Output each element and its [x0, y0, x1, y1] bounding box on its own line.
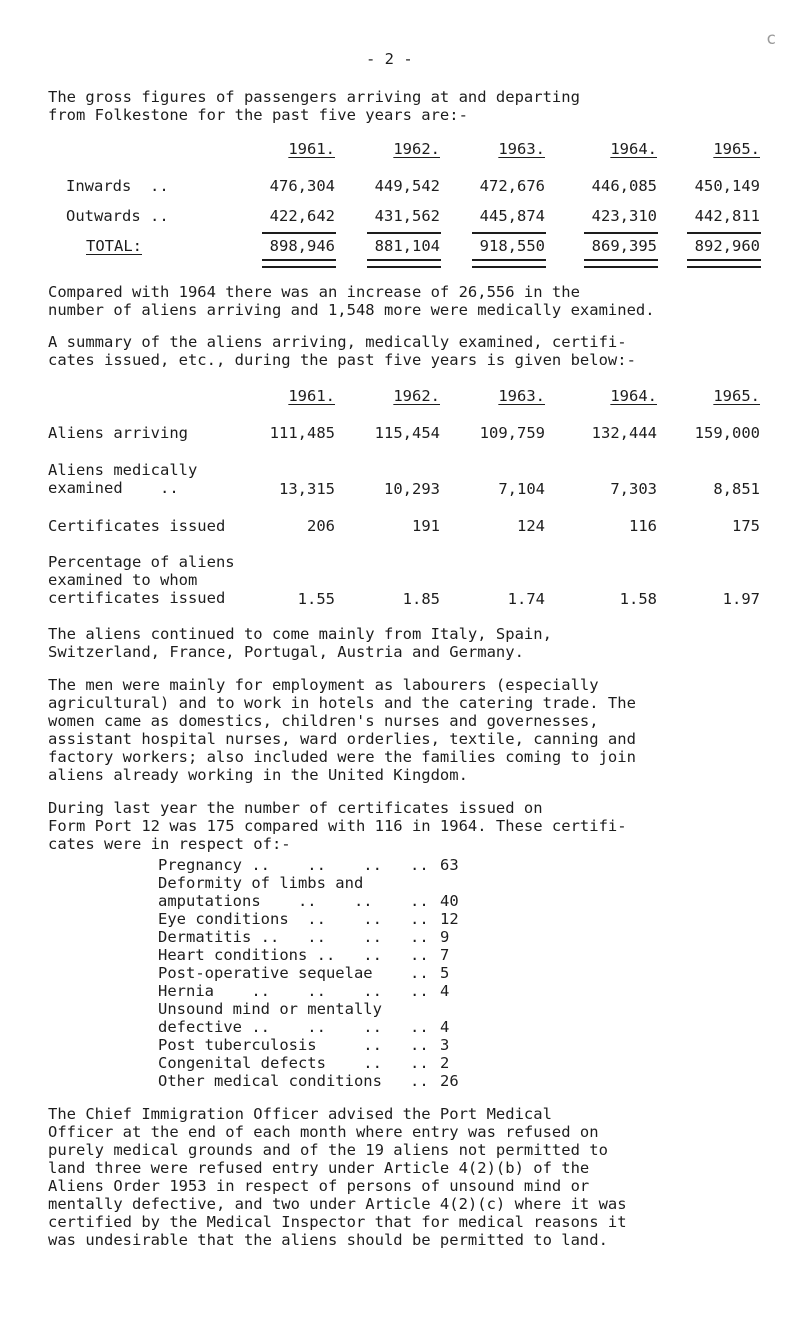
cell-value: 115,454	[374, 424, 440, 442]
subtotal-rule	[367, 232, 441, 234]
condition-count: 12	[440, 910, 459, 928]
cell-value: 423,310	[591, 207, 657, 225]
cell-value: 111,485	[269, 424, 335, 442]
cell-value: 116	[629, 517, 657, 535]
cell-value: 442,811	[694, 207, 760, 225]
aliens-year: 1963.	[498, 387, 545, 405]
subtotal-rule	[472, 232, 546, 234]
condition-dots: ..	[410, 1036, 429, 1054]
cell-value: 8,851	[713, 480, 760, 498]
total-value: 918,550	[479, 237, 545, 255]
passengers-year: 1962.	[393, 140, 440, 158]
cell-value: 1.97	[722, 590, 760, 608]
condition-dots: ..	[410, 982, 429, 1000]
condition-count: 40	[440, 892, 459, 910]
condition-count: 5	[440, 964, 450, 982]
cell-value: 476,304	[269, 177, 335, 195]
cell-value: 445,874	[479, 207, 545, 225]
chief-officer-paragraph: The Chief Immigration Officer advised the Port Medical Officer at the end of each month where entry was refused on purely medical grounds and of the 19 aliens not permitted to land three were refused entry under Article 4(2)(b) of the Aliens Order 1953 in respect of persons of unsound mind or mentally defective, and two under Article 4(2)(c) where it was certified by the Medical Inspector that for medical reasons it was undesirable that the aliens should be permitted to land.	[48, 1105, 627, 1249]
total-value: 869,395	[591, 237, 657, 255]
condition-dots: ..	[410, 1018, 429, 1036]
condition-dots: ..	[410, 892, 429, 910]
condition-label: Eye conditions .. ..	[158, 910, 382, 928]
cell-value: 109,759	[479, 424, 545, 442]
row-label: Certificates issued	[48, 517, 226, 535]
page-number: - 2 -	[366, 50, 413, 68]
cell-value: 450,149	[694, 177, 760, 195]
cell-value: 446,085	[591, 177, 657, 195]
condition-count: 63	[440, 856, 459, 874]
condition-label: Post-operative sequelae	[158, 964, 373, 982]
cell-value: 431,562	[374, 207, 440, 225]
subtotal-rule	[687, 232, 761, 234]
condition-label: Deformity of limbs and amputations .. ..	[158, 874, 373, 910]
condition-count: 7	[440, 946, 450, 964]
condition-count: 4	[440, 982, 450, 1000]
subtotal-rule	[584, 232, 658, 234]
comparison-paragraph: Compared with 1964 there was an increase of 26,556 in the number of aliens arriving and 1,548 more were medically examined.	[48, 283, 655, 319]
total-double-rule	[584, 259, 658, 268]
condition-dots: ..	[410, 1072, 429, 1090]
aliens-year: 1961.	[288, 387, 335, 405]
cell-value: 206	[307, 517, 335, 535]
passengers-year: 1964.	[610, 140, 657, 158]
condition-label: Hernia .. .. ..	[158, 982, 382, 1000]
passengers-year: 1965.	[713, 140, 760, 158]
cell-value: 159,000	[694, 424, 760, 442]
corner-mark: c	[766, 29, 777, 49]
total-value: 898,946	[269, 237, 335, 255]
cell-value: 7,104	[498, 480, 545, 498]
cell-value: 13,315	[279, 480, 335, 498]
condition-count: 9	[440, 928, 450, 946]
cell-value: 175	[732, 517, 760, 535]
row-label: Outwards ..	[66, 207, 169, 225]
condition-dots: ..	[410, 928, 429, 946]
countries-paragraph: The aliens continued to come mainly from Italy, Spain, Switzerland, France, Portugal, Austria and Germany.	[48, 625, 552, 661]
condition-label: Unsound mind or mentally defective .. .. ..	[158, 1000, 382, 1036]
total-value: 892,960	[694, 237, 760, 255]
condition-label: Congenital defects ..	[158, 1054, 382, 1072]
employment-paragraph: The men were mainly for employment as labourers (especially agricultural) and to work in hotels and the catering trade. The women came as domestics, children's nurses and governesses, assistant hospital nurses, ward orderlies, textile, canning and factory workers; also included were the families coming to join aliens already working in the United Kingdom.	[48, 676, 636, 784]
certificates-paragraph: During last year the number of certificates issued on Form Port 12 was 175 compared with 116 in 1964. These certifi- cates were in respect of:-	[48, 799, 627, 853]
intro-paragraph: The gross figures of passengers arriving at and departing from Folkestone for the past five years are:-	[48, 88, 580, 124]
cell-value: 10,293	[384, 480, 440, 498]
cell-value: 472,676	[479, 177, 545, 195]
condition-dots: ..	[410, 964, 429, 982]
condition-count: 26	[440, 1072, 459, 1090]
total-double-rule	[262, 259, 336, 268]
cell-value: 191	[412, 517, 440, 535]
condition-label: Heart conditions .. ..	[158, 946, 382, 964]
total-double-rule	[687, 259, 761, 268]
condition-count: 3	[440, 1036, 450, 1054]
row-label: Percentage of aliens examined to whom certificates issued	[48, 553, 235, 607]
cell-value: 7,303	[610, 480, 657, 498]
condition-count: 2	[440, 1054, 450, 1072]
cell-value: 132,444	[591, 424, 657, 442]
condition-label: Dermatitis .. .. ..	[158, 928, 382, 946]
condition-label: Other medical conditions	[158, 1072, 382, 1090]
total-double-rule	[472, 259, 546, 268]
condition-dots: ..	[410, 856, 429, 874]
aliens-year: 1965.	[713, 387, 760, 405]
aliens-year: 1962.	[393, 387, 440, 405]
condition-label: Post tuberculosis ..	[158, 1036, 382, 1054]
total-label: TOTAL:	[86, 237, 142, 255]
total-double-rule	[367, 259, 441, 268]
cell-value: 124	[517, 517, 545, 535]
condition-dots: ..	[410, 1054, 429, 1072]
passengers-year: 1961.	[288, 140, 335, 158]
cell-value: 1.85	[402, 590, 440, 608]
cell-value: 1.58	[619, 590, 657, 608]
subtotal-rule	[262, 232, 336, 234]
row-label: Inwards ..	[66, 177, 169, 195]
condition-dots: ..	[410, 946, 429, 964]
row-label: Aliens medically examined ..	[48, 461, 198, 497]
row-label: Aliens arriving	[48, 424, 188, 442]
cell-value: 422,642	[269, 207, 335, 225]
condition-label: Pregnancy .. .. ..	[158, 856, 382, 874]
cell-value: 449,542	[374, 177, 440, 195]
condition-count: 4	[440, 1018, 450, 1036]
cell-value: 1.74	[507, 590, 545, 608]
condition-dots: ..	[410, 910, 429, 928]
total-value: 881,104	[374, 237, 440, 255]
summary-intro-paragraph: A summary of the aliens arriving, medically examined, certifi- cates issued, etc., during the past five years is given below:-	[48, 333, 636, 369]
cell-value: 1.55	[297, 590, 335, 608]
passengers-year: 1963.	[498, 140, 545, 158]
aliens-year: 1964.	[610, 387, 657, 405]
